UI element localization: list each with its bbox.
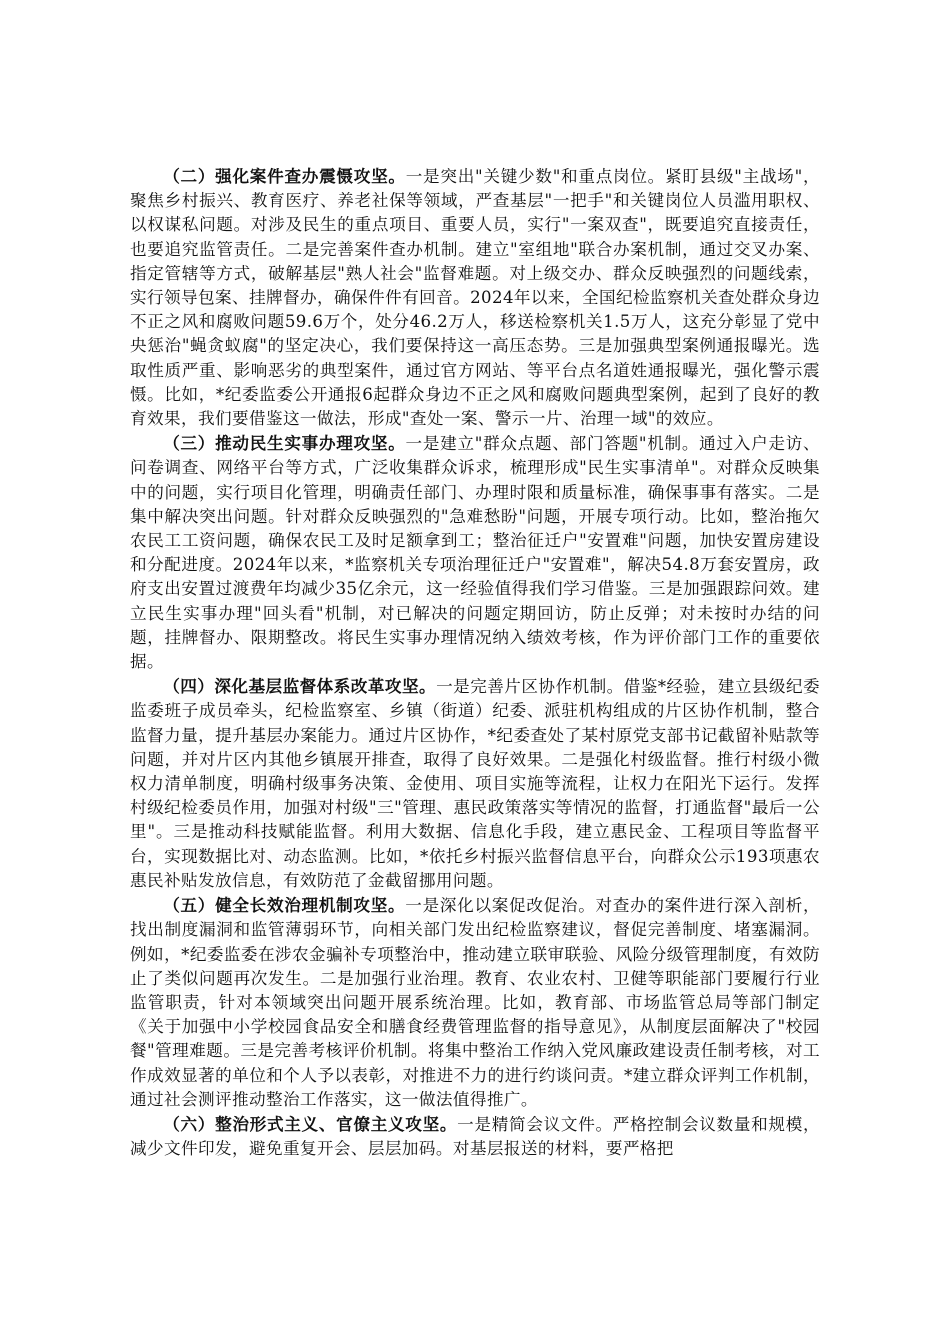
paragraph-body: 一是精简会议文件。严格控制会议数量和规模，减少文件印发，避免重复开会、层层加码。对基层报送的材料，要严格把 xyxy=(130,1114,820,1159)
paragraph-body: 一是建立"群众点题、部门答题"机制。通过入户走访、问卷调查、网络平台等方式，广泛收集群众诉求，梳理形成"民生实事清单"。对群众反映集中的问题，实行项目化管理，明确责任部门、办理时限和质量标准，确保事事有落实。二是集中解决突出问题。针对群众反映强烈的"急难愁盼"问题，开展专项行动。比如，整治拖欠农民工工资问题，确保农民工及时足额拿到工；整治征迁户"安置难"问题，加快安置房建设和分配进度。2024年以来，*监察机关专项治理征迁户"安置难"，解决54.8万套安置房，政府支出安置过渡费年均减少35亿余元，这一经验值得我们学习借鉴。三是加强跟踪问效。建立民生实事办理"回头看"机制，对已解决的问题定期回访，防止反弹；对未按时办结的问题，挂牌督办、限期整改。将民生实事办理情况纳入绩效考核，作为评价部门工作的重要依据。 xyxy=(130,434,820,672)
paragraph-heading: （五）健全长效治理机制攻坚。 xyxy=(163,895,406,916)
paragraph-case-handling xyxy=(130,164,820,431)
paragraph-heading: （二）强化案件查办震慑攻坚。 xyxy=(163,166,406,186)
paragraph-body: 一是突出"关键少数"和重点岗位。紧盯县级"主战场"，聚焦乡村振兴、教育医疗、养老社保等领域，严查基层"一把手"和关键岗位人员滥用职权、以权谋私问题。对涉及民生的重点项目、重要人员，实行"一案双查"，既要追究直接责任，也要追究监管责任。二是完善案件查办机制。建立"室组地"联合办案机制，通过交叉办案、指定管辖等方式，破解基层"熟人社会"监督难题。对上级交办、群众反映强烈的问题线索，实行领导包案、挂牌督办，确保件件有回音。2024年以来，全国纪检监察机关查处群众身边不正之风和腐败问题59.6万个，处分46.2万人，移送检察机关1.5万人，这充分彰显了党中央惩治"蝇贪蚁腐"的坚定决心，我们要保持这一高压态势。三是加强典型案例通报曝光。选取性质严重、影响恶劣的典型案件，通过官方网站、等平台点名道姓通报曝光，强化警示震慑。比如，*纪委监委公开通报6起群众身边不正之风和腐败问题典型案例，起到了良好的教育效果，我们要借鉴这一做法，形成"查处一案、警示一片、治理一域"的效应。 xyxy=(130,167,820,429)
paragraph-heading: （六）整治形式主义、官僚主义攻坚。 xyxy=(163,1113,458,1134)
paragraph-heading: （三）推动民生实事办理攻坚。 xyxy=(163,433,406,454)
paragraph-long-term-governance xyxy=(130,893,820,1112)
paragraph-livelihood-affairs xyxy=(130,431,820,674)
paragraph-body: 一是深化以案促改促治。对查办的案件进行深入剖析，找出制度漏洞和监管薄弱环节，向相关部门发出纪检监察建议，督促完善制度、堵塞漏洞。例如，*纪委监委在涉农金骗补专项整治中，推动建立联审联验、风险分级管理制度，有效防止了类似问题再次发生。二是加强行业治理。教育、农业农村、卫健等职能部门要履行行业监管职责，针对本领域突出问题开展系统治理。比如，教育部、市场监管总局等部门制定《关于加强中小学校园食品安全和膳食经费管理监督的指导意见》，从制度层面解决了"校园餐"管理难题。三是完善考核评价机制。将集中整治工作纳入党风廉政建设责任制考核，对工作成效显著的单位和个人予以表彰，对推进不力的进行约谈问责。*建立群众评判工作机制，通过社会测评推动整治工作落实，这一做法值得推广。 xyxy=(130,896,820,1109)
document-page xyxy=(130,164,820,1161)
paragraph-body: 一是完善片区协作机制。借鉴*经验，建立县级纪委监委班子成员牵头，纪检监察室、乡镇（街道）纪委、派驻机构组成的片区协作机制，整合监督力量，提升基层办案能力。通过片区协作，*纪委查处了某村原党支部书记截留补贴款等问题，并对片区内其他乡镇展开排查，取得了良好效果。二是强化村级监督。推行村级小微权力清单制度，明确村级事务决策、金使用、项目实施等流程，让权力在阳光下运行。发挥村级纪检委员作用，加强对村级"三"管理、惠民政策落实等情况的监督，打通监督"最后一公里"。三是推动科技赋能监督。利用大数据、信息化手段，建立惠民金、工程项目等监督平台，实现数据比对、动态监测。比如，*依托乡村振兴监督信息平台，向群众公示193项惠农惠民补贴发放信息，有效防范了金截留挪用问题。 xyxy=(130,677,820,890)
paragraph-heading: （四）深化基层监督体系改革攻坚。 xyxy=(163,676,437,697)
paragraph-grassroots-supervision xyxy=(130,674,820,893)
paragraph-formalism-bureaucracy xyxy=(130,1112,820,1161)
